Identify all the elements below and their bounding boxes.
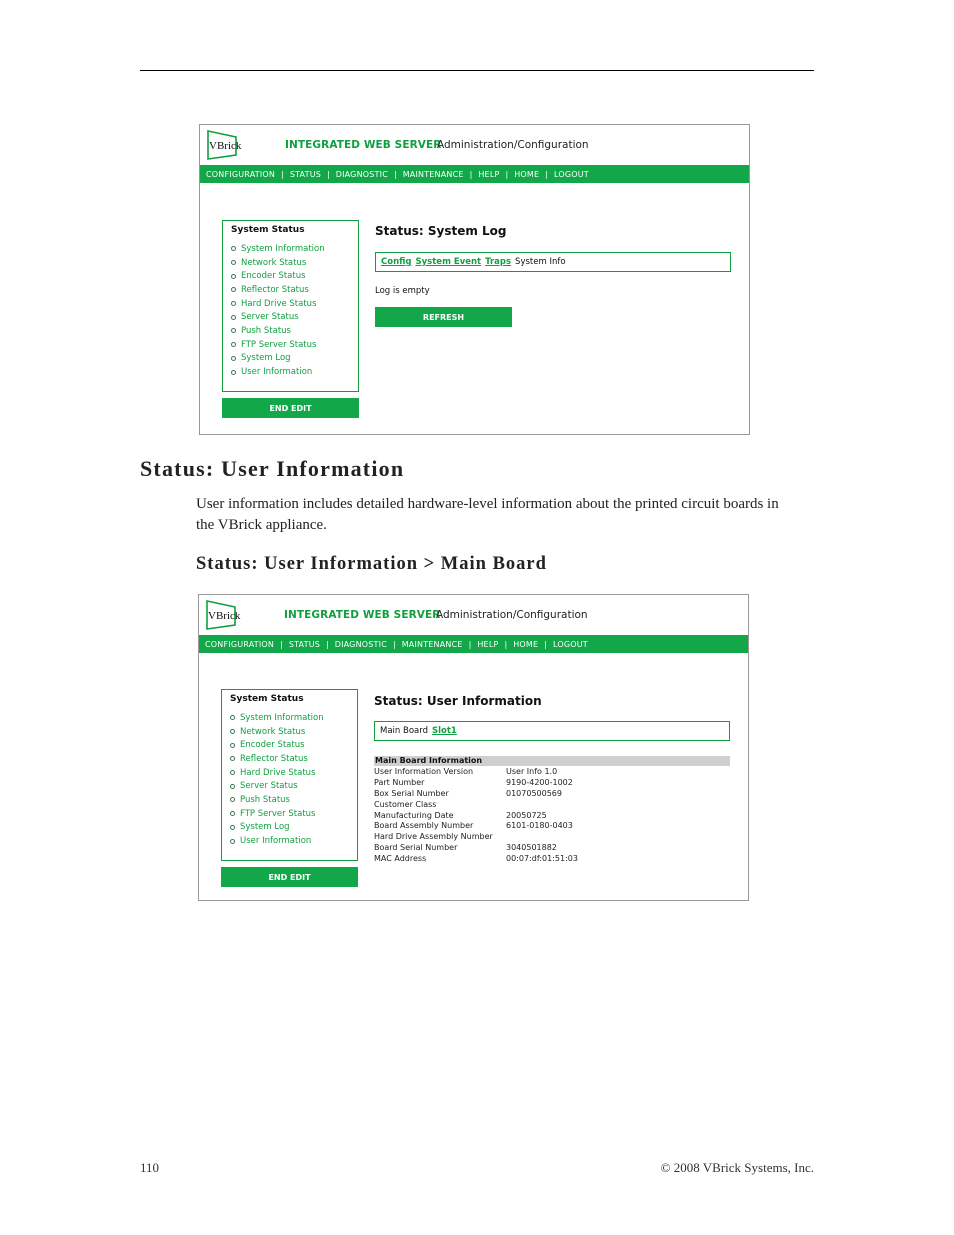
sidebar-item-server-status[interactable]: Server Status	[230, 779, 357, 793]
tab-slot1[interactable]: Slot1	[431, 726, 457, 736]
main-nav: CONFIGURATION | STATUS | DIAGNOSTIC | MAINTENANCE | HELP | HOME | LOGOUT	[199, 635, 748, 653]
tab-system-event[interactable]: System Event	[415, 257, 482, 267]
bullet-icon	[230, 756, 235, 761]
bullet-icon	[231, 274, 236, 279]
app-subtitle: Administration/Configuration	[437, 139, 589, 151]
bullet-icon	[230, 839, 235, 844]
sidebar-item-hard-drive-status[interactable]: Hard Drive Status	[230, 766, 357, 780]
tab-main-board: Main Board	[380, 726, 428, 736]
table-row: User Information Version User Info 1.0	[374, 767, 558, 776]
bullet-icon	[230, 825, 235, 830]
main-nav: CONFIGURATION | STATUS | DIAGNOSTIC | MAINTENANCE | HELP | HOME | LOGOUT	[200, 165, 749, 183]
bullet-icon	[230, 811, 235, 816]
nav-logout[interactable]: LOGOUT	[552, 639, 588, 649]
sidebar-item-server-status[interactable]: Server Status	[231, 310, 358, 324]
board-tabs	[374, 721, 730, 741]
bullet-icon	[231, 356, 236, 361]
end-edit-button[interactable]: END EDIT	[221, 867, 358, 887]
bullet-icon	[231, 370, 236, 375]
section-subheading: Status: User Information > Main Board	[196, 554, 547, 574]
vbrick-logo-icon	[205, 599, 241, 631]
sidebar-item-ftp-server-status[interactable]: FTP Server Status	[231, 338, 358, 352]
sidebar-item-encoder-status[interactable]: Encoder Status	[231, 269, 358, 283]
section-paragraph: User information includes detailed hardware-level information about the printed circuit boards in the VBrick appliance.	[196, 496, 779, 533]
sidebar-item-system-log[interactable]: System Log	[231, 352, 358, 366]
bullet-icon	[230, 784, 235, 789]
nav-home[interactable]: HOME	[513, 639, 539, 649]
nav-configuration[interactable]: CONFIGURATION	[205, 639, 275, 649]
screenshot-system-log	[199, 124, 750, 435]
app-title: INTEGRATED WEB SERVER	[285, 139, 442, 151]
tab-config[interactable]: Config	[381, 257, 412, 267]
bullet-icon	[230, 797, 235, 802]
tab-system-info: System Info	[515, 257, 566, 267]
app-subtitle: Administration/Configuration	[436, 609, 588, 621]
nav-status[interactable]: STATUS	[288, 639, 321, 649]
sidebar-item-system-information[interactable]: System Information	[230, 711, 357, 725]
nav-configuration[interactable]: CONFIGURATION	[206, 169, 276, 179]
table-row: Manufacturing Date 20050725	[374, 810, 547, 820]
status-sidebar	[221, 689, 358, 861]
bullet-icon	[231, 246, 236, 251]
end-edit-button[interactable]: END EDIT	[222, 398, 359, 418]
refresh-button[interactable]: REFRESH	[375, 307, 512, 327]
tab-traps[interactable]: Traps	[485, 257, 512, 267]
content-heading: Status: User Information	[374, 694, 542, 708]
log-message: Log is empty	[375, 286, 430, 296]
status-sidebar	[222, 220, 359, 392]
nav-home[interactable]: HOME	[514, 169, 540, 179]
sidebar-item-push-status[interactable]: Push Status	[230, 793, 357, 807]
sidebar-item-network-status[interactable]: Network Status	[231, 256, 358, 270]
sidebar-item-system-information[interactable]: System Information	[231, 242, 358, 256]
bullet-icon	[231, 287, 236, 292]
nav-status[interactable]: STATUS	[289, 169, 322, 179]
nav-diagnostic[interactable]: DIAGNOSTIC	[334, 639, 387, 649]
nav-maintenance[interactable]: MAINTENANCE	[401, 639, 463, 649]
sidebar-item-network-status[interactable]: Network Status	[230, 725, 357, 739]
table-row: Board Assembly Number 6101-0180-0403	[374, 821, 573, 831]
content-heading: Status: System Log	[375, 224, 507, 238]
nav-maintenance[interactable]: MAINTENANCE	[402, 169, 464, 179]
table-row: Board Serial Number 3040501882	[374, 843, 557, 853]
log-tabs	[375, 252, 731, 272]
sidebar-item-user-information[interactable]: User Information	[231, 365, 358, 379]
nav-help[interactable]: HELP	[477, 639, 499, 649]
bullet-icon	[231, 301, 236, 306]
bullet-icon	[231, 260, 236, 265]
bullet-icon	[231, 328, 236, 333]
app-title: INTEGRATED WEB SERVER	[284, 609, 441, 621]
section-heading: Status: User Information	[140, 456, 405, 481]
bullet-icon	[230, 715, 235, 720]
sidebar-item-reflector-status[interactable]: Reflector Status	[230, 752, 357, 766]
page-number: 110	[140, 1160, 160, 1175]
header-rule	[140, 70, 814, 71]
table-row: Box Serial Number 01070500569	[374, 788, 562, 798]
nav-help[interactable]: HELP	[478, 169, 500, 179]
bullet-icon	[230, 743, 235, 748]
bullet-icon	[231, 342, 236, 347]
sidebar-title: System Status	[230, 694, 304, 704]
sidebar-title: System Status	[231, 225, 305, 235]
sidebar-item-ftp-server-status[interactable]: FTP Server Status	[230, 807, 357, 821]
main-board-table	[374, 767, 730, 865]
table-row: Hard Drive Assembly Number	[374, 832, 493, 842]
bullet-icon	[231, 315, 236, 320]
sidebar-item-hard-drive-status[interactable]: Hard Drive Status	[231, 297, 358, 311]
bullet-icon	[230, 729, 235, 734]
sidebar-item-push-status[interactable]: Push Status	[231, 324, 358, 338]
sidebar-item-system-log[interactable]: System Log	[230, 821, 357, 835]
sidebar-item-encoder-status[interactable]: Encoder Status	[230, 738, 357, 752]
bullet-icon	[230, 770, 235, 775]
table-row: Part Number 9190-4200-1002	[374, 777, 573, 787]
vbrick-logo-icon	[206, 129, 242, 161]
svg-text:VBrick: VBrick	[209, 140, 242, 152]
sidebar-item-user-information[interactable]: User Information	[230, 834, 357, 848]
table-header: Main Board Information	[374, 756, 730, 766]
nav-diagnostic[interactable]: DIAGNOSTIC	[335, 169, 388, 179]
sidebar-item-reflector-status[interactable]: Reflector Status	[231, 283, 358, 297]
nav-logout[interactable]: LOGOUT	[553, 169, 589, 179]
table-row: Customer Class	[374, 799, 437, 809]
svg-text:VBrick: VBrick	[208, 610, 241, 622]
table-row: MAC Address 00:07:df:01:51:03	[374, 854, 578, 864]
screenshot-user-information	[198, 594, 749, 901]
copyright: © 2008 VBrick Systems, Inc.	[660, 1160, 814, 1175]
